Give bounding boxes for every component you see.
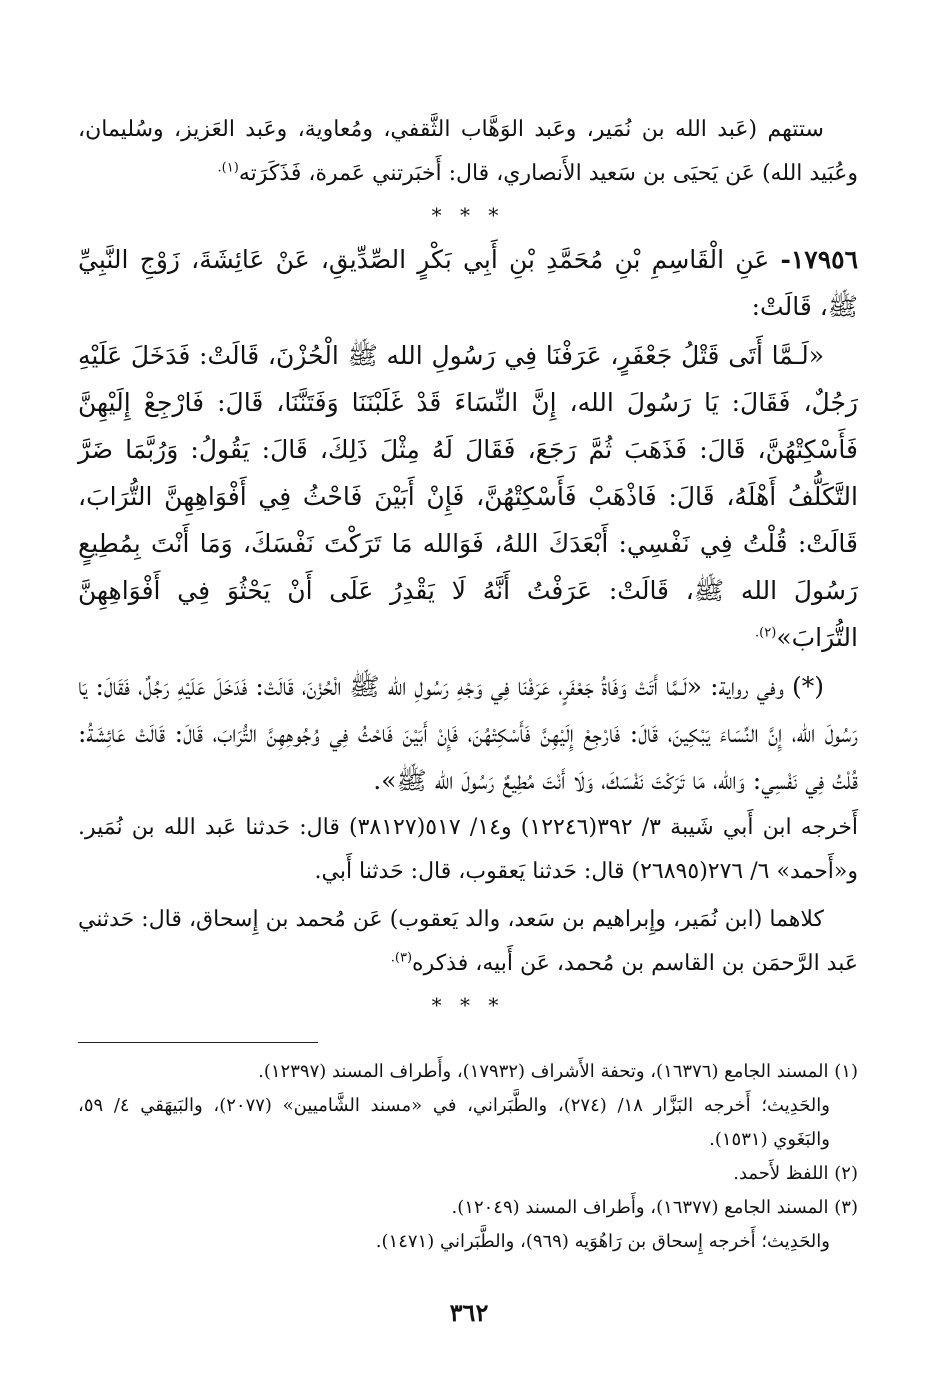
hadith-matn-footnote-ref: (٢). [755, 625, 777, 641]
footnote-3-continuation: والحَدِيث؛ أَخرجه إِسحاق بن رَاهُوَيه (٩٦٩)، والطَّبَراني (١٤٧١). [375, 1231, 830, 1252]
footnote-2: (٢) اللفظ لأَحمد. [733, 1163, 858, 1184]
takhrij-paragraph-1: أَخرجه ابن أَبي شَيبة ٣/ ٣٩٢(١٢٢٤٦) و١٤/ ٥١٧(٣٨١٢٧) قال: حَدثنا عَبد الله بن نُمَير. و«أَحمد» ٦/ ٢٧٦(٢٦٨٩٥) قال: حَدثنا يَعقوب، قال: حَدثنا أَبي. [78, 815, 859, 884]
hadith-matn-text: «لَـمَّا أَتَى قَتْلُ جَعْفَرٍ، عَرَفْنَا فِي رَسُولِ الله ﷺ الْحُزْنَ، قَالَتْ: فَدَخَلَ عَلَيْهِ رَجُلٌ، فَقَالَ: يَا رَسُولَ الله، إِنَّ النِّسَاءَ قَدْ غَلَبْنَنَا وَفَتَنَّنَا، قَالَ: فَارْجِعْ إِلَيْهِنَّ فَأَسْكِتْهُنَّ، قَالَ: فَذَهَبَ ثُمَّ رَجَعَ، فَقَالَ لَهُ مِثْلَ ذَلِكَ، قَالَ: يَقُولُ: وَرُبَّمَا ضَرَّ التَّكَلُّفُ أَهْلَهُ، قَالَ: فَاذْهَبْ فَأَسْكِتْهُنَّ، فَإِنْ أَبَيْنَ فَاحْثُ فِي أَفْوَاهِهِنَّ التُّرَابَ، قَالَتْ: قُلْتُ فِي نَفْسِي: أَبْعَدَكَ اللهُ، فَوَالله مَا تَرَكْتَ نَفْسَكَ، وَمَا أَنْتَ بِمُطِيعٍ رَسُولَ الله ﷺ، قَالَتْ: عَرَفْتُ أَنَّهُ لَا يَقْدِرُ عَلَى أَنْ يَحْثُوَ فِي أَفْوَاهِهِنَّ التُّرَابَ» [78, 341, 858, 652]
page-number: ٣٦٢ [449, 1298, 489, 1327]
hadith-riwaya: (*) وفي رواية: «لَـمَّا أَتَتْ وَفَاةُ جَعْفَرٍ، عَرَفْنَا فِي وَجْهِ رَسُولِ الله ﷺ الْحُزْنَ، قَالَتْ: فَدَخَلَ عَلَيْهِ رَجُلٌ، فَقَالَ: يَا رَسُولَ الله، إِنَّ النِّسَاءَ يَبْكِينَ، قَالَ: فَارْجِعْ إِلَيْهِنَّ فَأَسْكِتْهُنَ، فَإِنْ أَبَيْنَ فَاحْثُ فِي وُجُوهِهِنَّ التُّرَابَ، قَالَ: قَالَتْ عَائِشَةُ: قُلْتُ فِي نَفْسِي: وَالله، مَا تَرَكْتَ نَفْسَكَ، وَلَا أَنْتَ مُطِيعٌ رَسُولَ الله ﷺ». [78, 672, 858, 795]
footnote-divider [78, 1042, 318, 1043]
hadith-isnad-text: عَنِ الْقَاسِمِ بْنِ مُحَمَّدِ بْنِ أَبِي بَكْرٍ الصِّدِّيقِ، عَنْ عَائِشَةَ، زَوْجِ النَّبِيِّ ﷺ، قَالَتْ: [78, 245, 858, 321]
footnote-1-continuation: والحَدِيث؛ أَخرجه البَزَّار ١٨/ (٢٧٤)، والطَّبَراني، في «مسند الشَّاميين» (٢٠٧٧)، والبَيهَقي ٤/ ٥٩، والبَغَوي (١٥٣١). [78, 1095, 830, 1150]
section-separator-2: * * * [431, 993, 505, 1017]
takhrij-paragraph-2 [78, 898, 858, 986]
footnote-1: (١) المسند الجامع (١٦٣٧٦)، وتحفة الأَشراف (١٧٩٣٢)، وأَطراف المسند (١٢٣٩٧). [258, 1061, 858, 1082]
hadith-number: ١٧٩٥٦- [780, 245, 858, 274]
hadith-isnad [78, 236, 858, 330]
page-body [78, 108, 858, 1259]
footnote-3: (٣) المسند الجامع (١٦٣٧٧)، وأَطراف المسند (١٢٠٤٩). [451, 1197, 858, 1218]
hadith-matn [78, 332, 858, 661]
takhrij-paragraph-2-text: كلاهما (ابن نُمَير، وإِبراهيم بن سَعد، والد يَعقوب) عَن مُحمد بن إِسحاق، قال: حَدثني عَبد الرَّحمَن بن القاسم بن مُحمد، عَن أَبيه، فذكره [78, 907, 858, 976]
intro-footnote-ref: (١). [217, 160, 239, 176]
takhrij-footnote-ref: (٣). [390, 950, 413, 966]
section-separator-1: * * * [431, 203, 505, 227]
intro-text: ستتهم (عَبد الله بن نُمَير، وعَبد الوَهَّاب الثَّقفي، ومُعاوية، وعَبد العَزيز، وسُليمان، وعُبَيد الله) عَن يَحيَى بن سَعيد الأَنصاري، قال: أَخبَرتني عَمرة، فَذَكَرَته [78, 117, 858, 186]
footnotes [78, 1055, 858, 1259]
intro-paragraph [78, 108, 858, 196]
